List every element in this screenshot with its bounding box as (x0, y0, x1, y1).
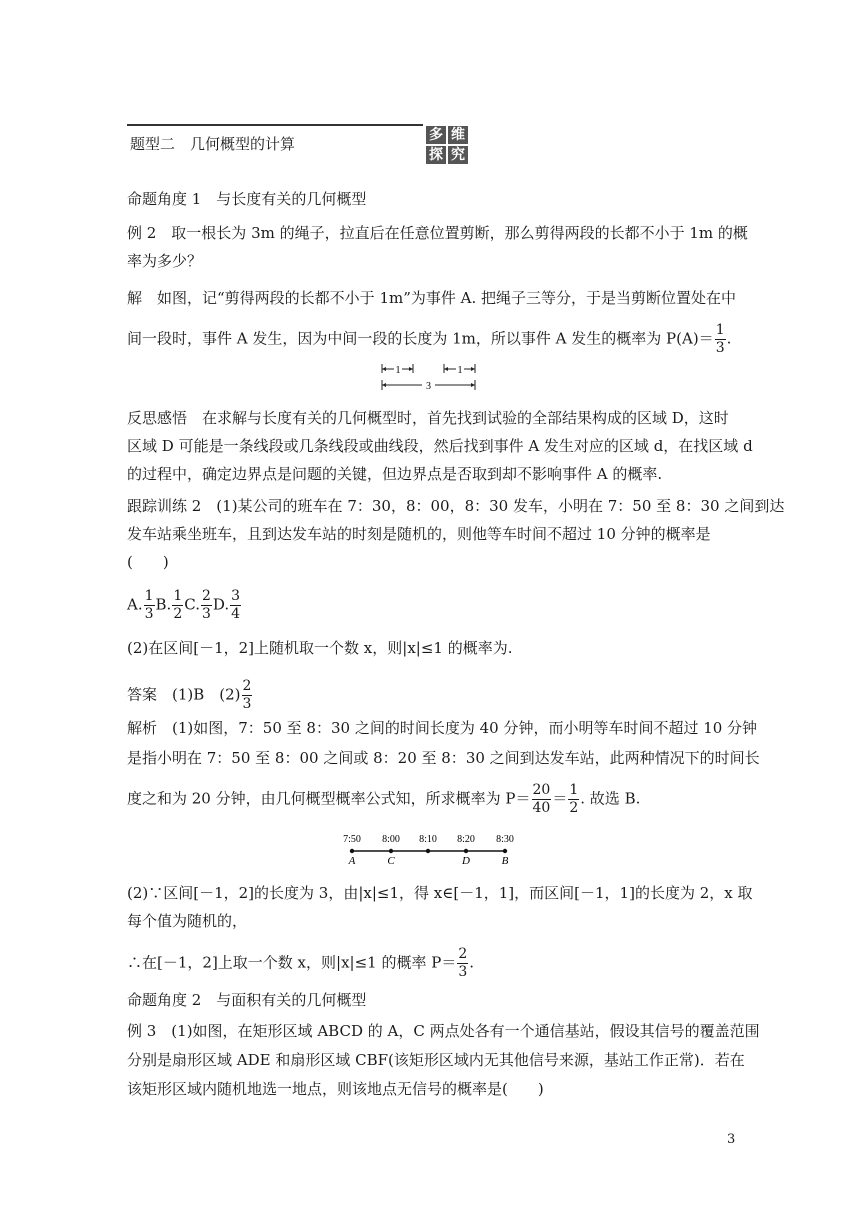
solution-line-1: 解 如图，记“剪得两段的长都不小于 1m”为事件 A. 把绳子三等分，于是当剪断位置处在中 (127, 289, 737, 307)
option-c-fraction (201, 588, 212, 623)
badge-char: 维 (448, 126, 468, 144)
example-2-line-2: 率为多少？ (127, 252, 203, 270)
numerator: 1 (715, 322, 725, 338)
part-2-line-3 (127, 946, 474, 981)
denominator: 2 (569, 800, 579, 816)
point-label: C (387, 855, 395, 867)
denominator: 3 (144, 606, 154, 622)
denominator: 40 (532, 800, 551, 816)
option-c-label: C. (184, 595, 200, 614)
numerator: 1 (173, 588, 183, 604)
option-a-label: A. (127, 595, 143, 614)
example-3-line-1: 例 3 (1)如图，在矩形区域 ABCD 的 A，C 两点处各有一个通信基站，假设其信号的覆盖范围 (127, 1022, 760, 1040)
denominator: 3 (458, 964, 468, 980)
answer-line (127, 678, 253, 713)
part-2-text: ∴在[－1，2]上取一个数 x，则|x|≤1 的概率 P＝ (127, 953, 457, 972)
badge-duowei-tanjiu (426, 124, 470, 164)
fraction-one-third (715, 322, 726, 357)
segment-label: 1 (395, 365, 401, 376)
answer-options (127, 588, 242, 623)
numerator: 3 (231, 588, 241, 604)
section-title: 题型二 几何概型的计算 (130, 135, 296, 153)
option-d-fraction (230, 588, 241, 623)
badge-char: 多 (426, 126, 446, 144)
example-3-line-2: 分别是扇形区域 ADE 和扇形区域 CBF(该矩形区域内无其他信号来源，基站工作正常)．若在 (127, 1051, 745, 1069)
equals-sign: ＝ (552, 789, 568, 808)
answer-fraction (242, 678, 253, 713)
reflection-line-2: 区域 D 可能是一条线段或几条线段或曲线段，然后找到事件 A 发生对应的区域 d，在找区域 d (127, 437, 753, 455)
analysis-line-1: 解析 (1)如图，7：50 至 8：30 之间的时间长度为 40 分钟，而小明等车时间不超过 10 分钟 (127, 719, 758, 737)
numerator: 1 (569, 782, 579, 798)
denominator: 3 (201, 606, 211, 622)
part-2-line-1: (2)∵区间[－1，2]的长度为 3，由|x|≤1，得 x∈[－1，1]，而区间[－1，1]的长度为 2，x 取 (127, 884, 753, 902)
option-b-label: B. (155, 595, 172, 614)
solution-text: 间一段时，事件 A 发生，因为中间一段的长度为 1m，所以事件 A 发生的概率为 P(A)＝ (127, 329, 714, 348)
numerator: 2 (201, 588, 211, 604)
analysis-line-2: 是指小明在 7：50 至 8：00 之间或 8：20 至 8：30 之间到达发车站，此两种情况下的时间长 (127, 749, 760, 767)
training-line-1: 跟踪训练 2 (1)某公司的班车在 7：30，8：00，8：30 发车，小明在 7：50 至 8：30 之间到达 (127, 497, 785, 515)
rope-thirds-figure (380, 360, 480, 396)
denominator: 4 (231, 606, 241, 622)
header-rule (127, 124, 423, 126)
fraction-one-half (568, 782, 579, 817)
reflection-line-1: 反思感悟 在求解与长度有关的几何概型时，首先找到试验的全部结果构成的区域 D，这时 (127, 409, 729, 427)
segment-label: 1 (457, 365, 463, 376)
time-label: 8:30 (496, 834, 514, 845)
option-a-fraction (144, 588, 155, 623)
fraction-two-thirds (457, 946, 468, 981)
analysis-line-3 (127, 782, 640, 817)
solution-line-2: 间一段时，事件 A 发生，因为中间一段的长度为 1m，所以事件 A 发生的概率为 P(A)＝ $\frac{1}{3}$ . (127, 322, 732, 356)
point-label: D (462, 855, 470, 867)
time-label: 7:50 (343, 834, 361, 845)
section-header (127, 124, 470, 164)
question-2: (2)在区间[－1，2]上随机取一个数 x，则|x|≤1 的概率为. (127, 639, 513, 657)
numerator: 2 (458, 946, 468, 962)
total-length-label: 3 (426, 381, 431, 392)
reflection-line-3: 的过程中，确定边界点是问题的关键，但边界点是否取到却不影响事件 A 的概率. (127, 465, 663, 483)
time-label: 8:20 (457, 834, 475, 845)
time-label: 8:00 (382, 834, 400, 845)
example-3-line-3: 该矩形区域内随机地选一地点，则该地点无信号的概率是( ) (127, 1080, 544, 1098)
answer-text: 答案 (1)B (2) (127, 685, 241, 704)
period: . (469, 953, 475, 972)
badge-char: 究 (448, 146, 468, 164)
subheading-angle-2: 命题角度 2 与面积有关的几何概型 (127, 991, 367, 1009)
training-line-3: ( ) (127, 553, 169, 571)
denominator: 2 (173, 606, 183, 622)
subheading-angle-1: 命题角度 1 与长度有关的几何概型 (127, 190, 367, 208)
option-d-label: D. (212, 595, 230, 614)
denominator: 3 (242, 696, 252, 712)
example-2-line-1: 例 2 取一根长为 3m 的绳子，拉直后在任意位置剪断，那么剪得两段的长都不小于 1m 的概 (127, 224, 748, 242)
numerator: 2 (242, 678, 252, 694)
numerator: 20 (532, 782, 551, 798)
option-b-fraction (172, 588, 183, 623)
time-label: 8:10 (419, 834, 437, 845)
point-label: A (348, 855, 356, 867)
analysis-text: 度之和为 20 分钟，由几何概型概率公式知，所求概率为 P＝ (127, 789, 531, 808)
training-line-2: 发车站乘坐班车，且到达发车站的时刻是随机的，则他等车时间不超过 10 分钟的概率是 (127, 525, 711, 543)
timeline-figure (330, 830, 530, 870)
page-number: 3 (727, 1132, 736, 1147)
point-label: B (501, 855, 509, 867)
part-2-line-2: 每个值为随机的， (127, 912, 248, 930)
fraction-20-40 (532, 782, 552, 817)
badge-char: 探 (426, 146, 446, 164)
denominator: 3 (715, 340, 725, 356)
analysis-end: . 故选 B. (580, 789, 641, 808)
numerator: 1 (144, 588, 154, 604)
